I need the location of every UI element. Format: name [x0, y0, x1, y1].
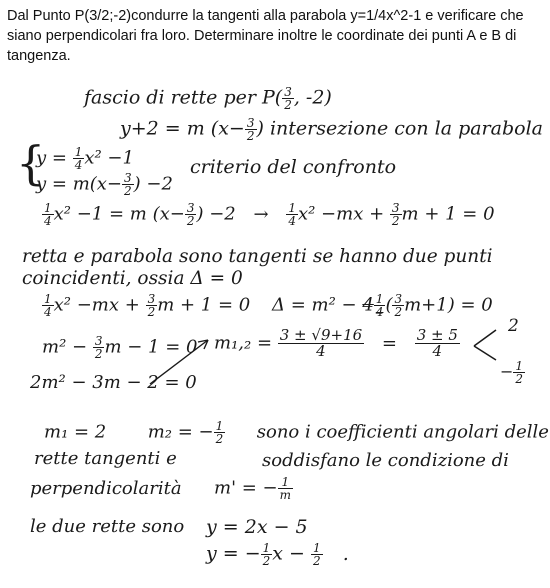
note-text: Δ = m² −	[272, 294, 363, 316]
fraction-numerator: 3	[391, 201, 400, 215]
fraction-denominator: 2	[515, 372, 524, 386]
fraction-denominator: 4	[44, 305, 52, 319]
note-line-1	[84, 86, 332, 111]
fraction-denominator: 4	[316, 342, 326, 360]
note-text: sono i coefficienti angolari delle	[256, 421, 549, 443]
fraction-denominator: 2	[124, 184, 132, 198]
fraction-denominator: 2	[284, 98, 292, 112]
tangent-equation-2	[206, 542, 349, 567]
note-line-5: retta e parabola sono tangenti se hanno due punti	[22, 246, 493, 267]
note-text: x² −1 = m (x−	[53, 203, 185, 225]
system-equation-2	[36, 172, 173, 197]
fraction-numerator: 1	[44, 292, 52, 306]
fraction-numerator: 3	[284, 85, 292, 99]
note-line-8	[42, 335, 197, 360]
note-line-7	[42, 293, 250, 318]
note-text: m+1) = 0	[404, 294, 493, 316]
note-line-9: 2m² − 3m − 2 = 0	[30, 372, 197, 393]
note-text: fascio di rette per P(	[84, 86, 283, 109]
fraction-denominator: 2	[262, 554, 271, 568]
note-line-6: coincidenti, ossia Δ = 0	[22, 268, 243, 289]
fraction-numerator: 1	[215, 419, 224, 433]
fraction-numerator: 3	[124, 171, 132, 185]
cancelled-factor: 4	[362, 294, 374, 316]
fraction-numerator: 3	[94, 334, 103, 348]
root-2	[500, 360, 525, 385]
fraction-denominator: 2	[215, 432, 224, 446]
note-text: ) intersezione con la parabola	[256, 117, 543, 140]
fraction-denominator: 4	[288, 214, 296, 228]
note-line-2	[120, 117, 543, 142]
note-line-11a: rette tangenti e	[34, 448, 177, 469]
fraction-numerator: 1	[278, 476, 293, 489]
note-text: , -2)	[293, 86, 332, 109]
fraction-denominator: 2	[94, 347, 103, 361]
fraction-numerator: 1	[288, 201, 296, 215]
root-1: 2	[508, 316, 519, 336]
note-line-4	[42, 202, 495, 227]
note-line-13: le due rette sono	[30, 516, 185, 537]
note-text: ) −2	[196, 203, 236, 225]
delta-equation	[272, 293, 493, 318]
fraction-denominator: 4	[375, 305, 384, 319]
fraction-denominator: 4	[74, 158, 83, 172]
note-line-12a: perpendicolarità	[30, 478, 182, 499]
system-brace: {	[16, 136, 46, 190]
fraction-numerator: 1	[375, 292, 384, 306]
note-text: (	[385, 294, 393, 316]
perpendicular-condition	[214, 476, 293, 501]
note-text: m − 1 = 0	[104, 336, 198, 358]
system-equation-1	[36, 146, 134, 171]
note-text: m + 1 = 0	[157, 294, 251, 316]
fraction-numerator: 1	[515, 359, 524, 373]
arrow-head	[198, 340, 208, 349]
fraction-denominator: 2	[186, 214, 195, 228]
note-text: y = −	[206, 542, 261, 565]
fraction-numerator: 3 ± 5	[416, 326, 458, 344]
note-line-10	[44, 420, 549, 445]
fraction-numerator: 1	[262, 541, 271, 555]
fraction-numerator: 3	[394, 292, 403, 306]
fraction-numerator: 3	[186, 201, 195, 215]
fraction-denominator: 4	[432, 342, 443, 360]
final-period: .	[342, 542, 349, 565]
note-text: ) −2	[133, 173, 173, 195]
note-text: x² −mx +	[53, 294, 146, 316]
fraction-numerator: 3	[147, 292, 156, 306]
fraction-numerator: 1	[44, 201, 52, 215]
fraction-denominator: 2	[394, 305, 403, 319]
fraction-numerator: 3 ± √9+16	[279, 326, 363, 344]
note-text: y = m(x−	[36, 173, 123, 195]
fraction-denominator: 2	[246, 129, 255, 143]
note-text: m₁,₂ =	[214, 332, 278, 354]
fraction-denominator: 2	[147, 305, 156, 319]
problem-statement: Dal Punto P(3/2;-2)condurre la tangenti alla parabola y=1/4x^2-1 e verificare che siano perpendicolari fra loro. Determinare inoltre le coordinate dei punti A e B di tangenza.	[7, 8, 524, 64]
note-text: x −	[272, 542, 312, 565]
tangent-equation-1: y = 2x − 5	[206, 516, 308, 538]
minus-sign: −	[500, 362, 514, 381]
branch-line-lower	[474, 346, 496, 360]
fraction-denominator: 4	[44, 214, 52, 228]
note-text: y =	[36, 147, 73, 169]
fraction-denominator: m	[279, 488, 292, 502]
roots-formula	[214, 328, 460, 359]
slope-2: m₂ = −	[147, 421, 214, 443]
note-text: x² −1	[84, 147, 134, 169]
note-text: m + 1 = 0	[401, 203, 495, 225]
branch-line-upper	[474, 330, 496, 346]
slope-1: m₁ = 2	[44, 421, 107, 443]
note-text: m' = −	[214, 477, 278, 499]
note-text: y+2 = m (x−	[120, 117, 245, 140]
fraction-denominator: 2	[313, 554, 321, 568]
criterio-label: criterio del confronto	[190, 156, 397, 178]
equals-sign: =	[381, 332, 397, 354]
note-text: m² −	[42, 336, 93, 358]
note-line-11b: soddisfano le condizione di	[262, 450, 509, 471]
fraction-numerator: 1	[74, 145, 83, 159]
fraction-numerator: 3	[246, 116, 255, 130]
fraction-denominator: 2	[391, 214, 400, 228]
fraction-numerator: 1	[313, 541, 321, 555]
arrow-symbol: →	[253, 203, 269, 225]
note-text: x² −mx +	[297, 203, 390, 225]
